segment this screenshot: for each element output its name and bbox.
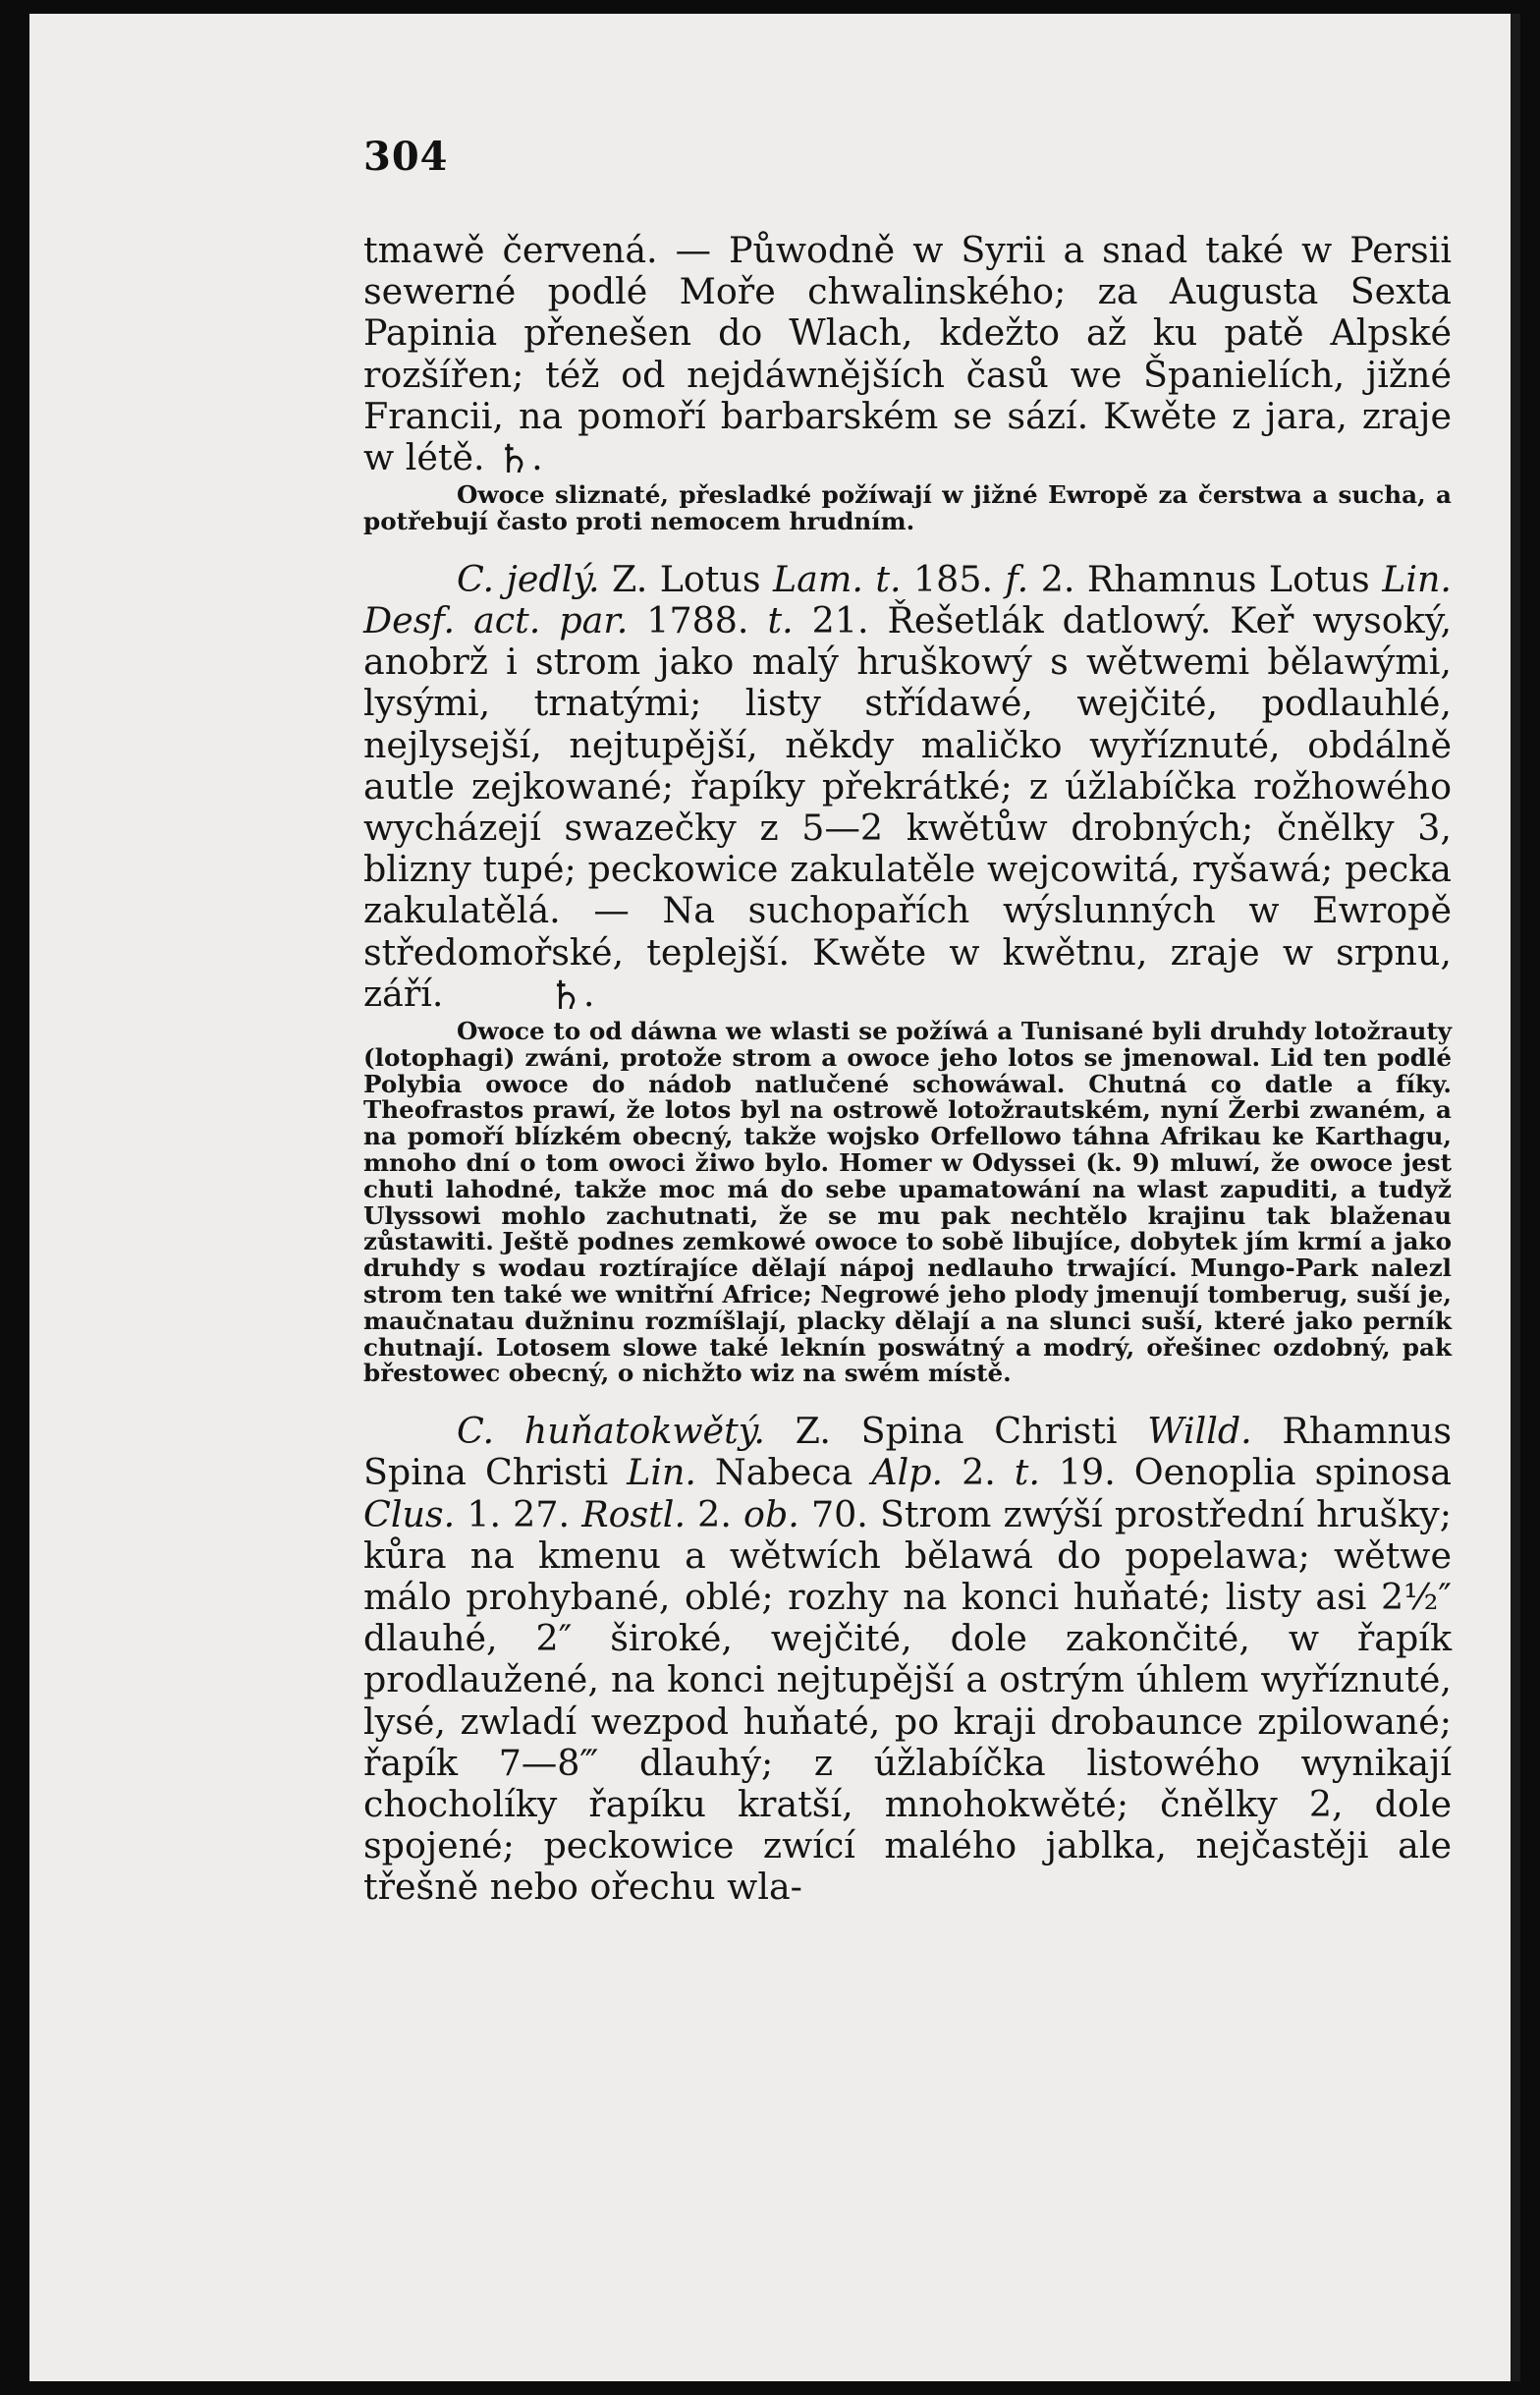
entry-text [863, 558, 875, 600]
author-abbrev: Rostl. [581, 1492, 687, 1535]
entry-text: 2. [686, 1492, 744, 1535]
author-abbrev: Lin. [627, 1451, 696, 1494]
author-abbrev: Clus. [363, 1492, 456, 1535]
author-abbrev: t. [1014, 1451, 1040, 1494]
author-abbrev: Willd. [1147, 1410, 1252, 1453]
entry-text: 185. [901, 557, 1006, 600]
author-abbrev: t. [767, 599, 794, 642]
entry-text: 2. Rhamnus Lotus [1028, 557, 1383, 600]
author-abbrev: t. [875, 557, 902, 600]
author-abbrev: Lam. [772, 557, 863, 600]
entry-spina-christi [363, 1411, 1452, 1908]
note-lotus-history: Owoce to od dáwna we wlasti se požíwá a Tunisané byli druhdy lotožrauty (lotophagi) zwáni, protože strom a owoce jeho lotos se jmenowal. Lid ten podlé Polybia owoce do nádob natlučené schowáwal. Chutná co datle a fíky. Theofrastos prawí, že lotos byl na ostrowě lotožrautském, nyní Žerbi zwaném, a na pomoří blízkém obecný, takže wojsko Orfellowo táhna Afrikau ke Karthagu, mnoho dní o tom owoci žiwo bylo. Homer w Odyssei (k. 9) mluwí, že owoce jest chuti lahodné, takže moc má do sebe upamatowání na wlast zapuditi, a tudyž Ulyssowi mohlo zachutnati, že se mu pak nechtělo krajinu tak blaženau zůstawiti. Ještě podnes zemkowé owoce to sobě libujíce, dobytek jím krmí a jako druhdy s wodau roztírajíce dělají nápoj nedlauho trwající. Mungo-Park nalezl strom ten také we wnitřní Africe; Negrowé jeho plody jmenují tomberug, suší je, maučnatau dužninu rozmíšlají, placky dělají a na slunci suší, které jako perník chutnají. Lotosem slowe také leknín poswátný a modrý, ořešinec ozdobný, pak břestowec obecný, o nichžto wiz na swém místě. [363, 1017, 1452, 1388]
paragraph-origin-text: tmawě červená. — Půwodně w Syrii a snad také w Persii sewerné podlé Moře chwalinského; za Augusta Sexta Papinia přenešen do Wlach, kdežto až ku patě Alpské rozšířen; též od nejdáwnějších časů we Španielích, jižné Francii, na pomoří barbarském se sází. Kwěte z jara, zraje w létě. [363, 229, 1452, 479]
author-abbrev: f. [1005, 557, 1029, 600]
author-abbrev: Lin. [1382, 557, 1452, 600]
shrub-symbol-icon: ♄ [548, 972, 583, 1019]
text-column [363, 230, 1452, 1909]
shrub-symbol-icon: ♄ [496, 436, 532, 483]
note-uses: Owoce sliznaté, přesladké požíwají w jižné Ewropě za čerstwa a sucha, a potřebují často proti nemocem hrudním. [363, 480, 1452, 536]
entry-jujube-lotus: C. jedlý. Z. Lotus Lam. t. 185. f. 2. Rhamnus Lotus Lin. Desf. act. par. 1788. t. 21. Řešetlák datlowý. Keř wysoký, anobrž i strom jako malý hruškowý s wětwemi bělawými, lysými, trnatými; listy střídawé, wejčité, podlauhlé, nejlysejší, nejtupější, někdy maličko wyříznuté, obdálně autle zejkowané; řapíky překrátké; z úžlabíčka rožhowého wycházejí swazečky z 5—2 kwětůw drobných; čnělky 3, blizny tupé; peckowice zakulatěle wejcowitá, ryšawá; pecka zakulatělá. — Na suchopařích wýslunných w Ewropě středomořské, teplejší. Kwěte w kwětnu, zraje w srpnu, září. ♄. [363, 557, 1453, 1019]
species-name: C. jedlý. [457, 557, 600, 600]
entry-text: Z. Spina Christi [765, 1410, 1148, 1453]
author-abbrev: ob. [743, 1492, 799, 1535]
entry-text: 1. 27. [455, 1492, 582, 1535]
species-name: C. huňatokwětý. [457, 1410, 765, 1453]
paragraph-origin: tmawě červená. — Půwodně w Syrii a snad také w Persii sewerné podlé Moře chwalinského; za Augusta Sexta Papinia přenešen do Wlach, kdežto až ku patě Alpské rozšířen; též od nejdáwnějších časů we Španielích, jižné Francii, na pomoří barbarském se sází. Kwěte z jara, zraje w létě. ♄. [363, 229, 1452, 483]
entry-text: 2. [943, 1451, 1015, 1494]
author-abbrev: Alp. [871, 1451, 944, 1494]
entry-text: Nabeca [695, 1451, 872, 1494]
book-page [29, 14, 1520, 2381]
entry-text: 1788. [628, 599, 768, 642]
entry-text: 70. Strom zwýší prostřední hrušky; kůra na kmenu a wětwích bělawá do popelawa; wětwe málo prohybané, oblé; rozhy na konci huňaté; listy asi 2½″ dlauhé, 2″ široké, wejčité, dole zakončité, w řapík prodlaužené, na konci nejtupější a ostrým úhlem wyříznuté, lysé, zwladí wezpod huňaté, po kraji drobaunce zpilowané; řapík 7—8‴ dlauhý; z úžlabíčka listowého wynikají chocholíky řapíku kratší, mnohokwěté; čnělky 2, dole spojené; peckowice zwící malého jablka, nejčastěji ale třešně nebo ořechu wla- [363, 1492, 1452, 1909]
entry-text: Rhamnus Spina Christi [363, 1410, 1453, 1494]
author-abbrev: Desf. act. par. [363, 599, 629, 642]
entry-text: 21. Řešetlák datlowý. Keř wysoký, anobrž i strom jako malý hruškowý s wětwemi bělawými, lysými, trnatými; listy střídawé, wejčité, podlauhlé, nejlysejší, nejtupější, někdy maličko wyříznuté, obdálně autle zejkowané; řapíky překrátké; z úžlabíčka rožhowého wycházejí swazečky z 5—2 kwětůw drobných; čnělky 3, blizny tupé; peckowice zakulatěle wejcowitá, ryšawá; pecka zakulatělá. — Na suchopařích wýslunných w Ewropě středomořské, teplejší. Kwěte w kwětnu, zraje w srpnu, září. [363, 599, 1453, 1015]
entry-text: 19. Oenoplia spinosa [1039, 1451, 1452, 1494]
entry-text: Z. Lotus [599, 557, 773, 600]
page-number: 304 [363, 134, 449, 180]
